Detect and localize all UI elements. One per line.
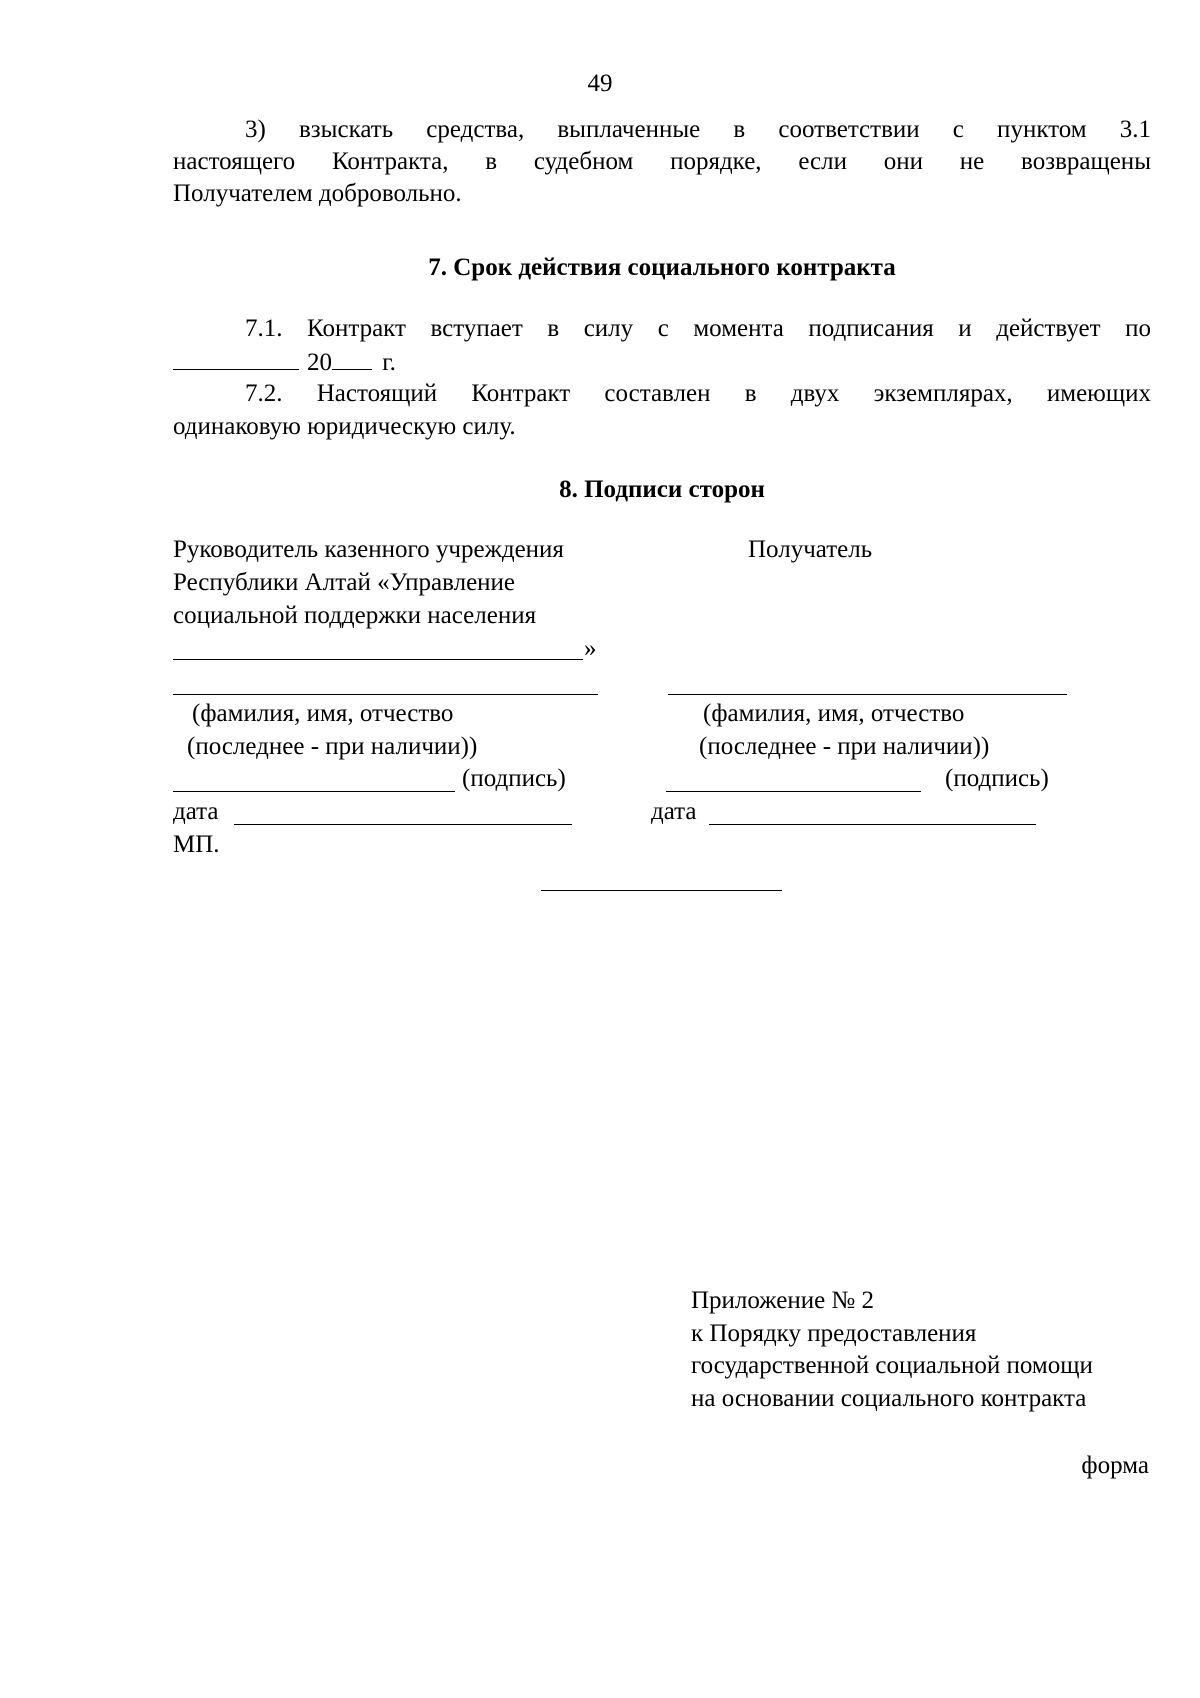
clause-3-line-2: настоящего Контракта, в судебном порядке, если они не возвращены <box>173 148 1151 175</box>
stamp-label: МП. <box>173 831 220 858</box>
end-date-blank[interactable] <box>173 345 299 370</box>
closing-quote: » <box>584 635 597 662</box>
left-fio-label-2: (последнее - при наличии)) <box>187 733 478 760</box>
right-party-title: Получатель <box>748 536 873 563</box>
right-signature-blank[interactable] <box>666 791 921 792</box>
year-blank[interactable] <box>332 345 372 370</box>
section-8-heading: 8. Подписи сторон <box>559 476 765 503</box>
right-date-blank[interactable] <box>709 824 1036 825</box>
form-label: форма <box>1081 1452 1149 1479</box>
left-fio-label-1: (фамилия, имя, отчество <box>192 700 454 727</box>
left-fio-blank[interactable] <box>173 694 598 695</box>
left-party-title-line-2: Республики Алтай «Управление <box>173 569 516 596</box>
right-fio-blank[interactable] <box>668 694 1067 695</box>
appendix-line-2: к Порядку предоставления <box>691 1320 977 1347</box>
page-number: 49 <box>587 70 613 97</box>
left-signature-blank[interactable] <box>173 791 455 792</box>
paragraph-7-1-line-1: 7.1. Контракт вступает в силу с момента подписания и действует по <box>245 315 1151 342</box>
right-date-label: дата <box>651 798 697 825</box>
year-suffix: г. <box>382 349 396 376</box>
left-date-blank[interactable] <box>234 824 572 825</box>
right-fio-label-1: (фамилия, имя, отчество <box>703 700 965 727</box>
year-prefix: 20 <box>307 349 332 376</box>
section-7-heading: 7. Срок действия социального контракта <box>428 254 896 281</box>
paragraph-7-2-line-2: одинаковую юридическую силу. <box>173 413 516 440</box>
appendix-line-3: государственной социальной помощи <box>691 1352 1093 1379</box>
paragraph-7-1-line-2 <box>173 345 396 379</box>
left-party-title-line-3: социальной поддержки населения <box>173 602 537 629</box>
appendix-line-4: на основании социального контракта <box>691 1385 1087 1412</box>
institution-name-blank[interactable] <box>173 659 583 660</box>
clause-3-line-3: Получателем добровольно. <box>173 180 462 207</box>
appendix-line-1: Приложение № 2 <box>691 1287 875 1314</box>
right-fio-label-2: (последнее - при наличии)) <box>699 733 990 760</box>
clause-3-line-1: 3) взыскать средства, выплаченные в соответствии с пунктом 3.1 <box>245 116 1151 143</box>
left-party-title-line-1: Руководитель казенного учреждения <box>173 536 564 563</box>
right-signature-label: (подпись) <box>945 765 1049 792</box>
left-date-label: дата <box>173 798 219 825</box>
paragraph-7-2-line-1: 7.2. Настоящий Контракт составлен в двух экземплярах, имеющих <box>245 380 1151 407</box>
left-signature-label: (подпись) <box>462 765 566 792</box>
end-separator-line <box>541 890 782 891</box>
